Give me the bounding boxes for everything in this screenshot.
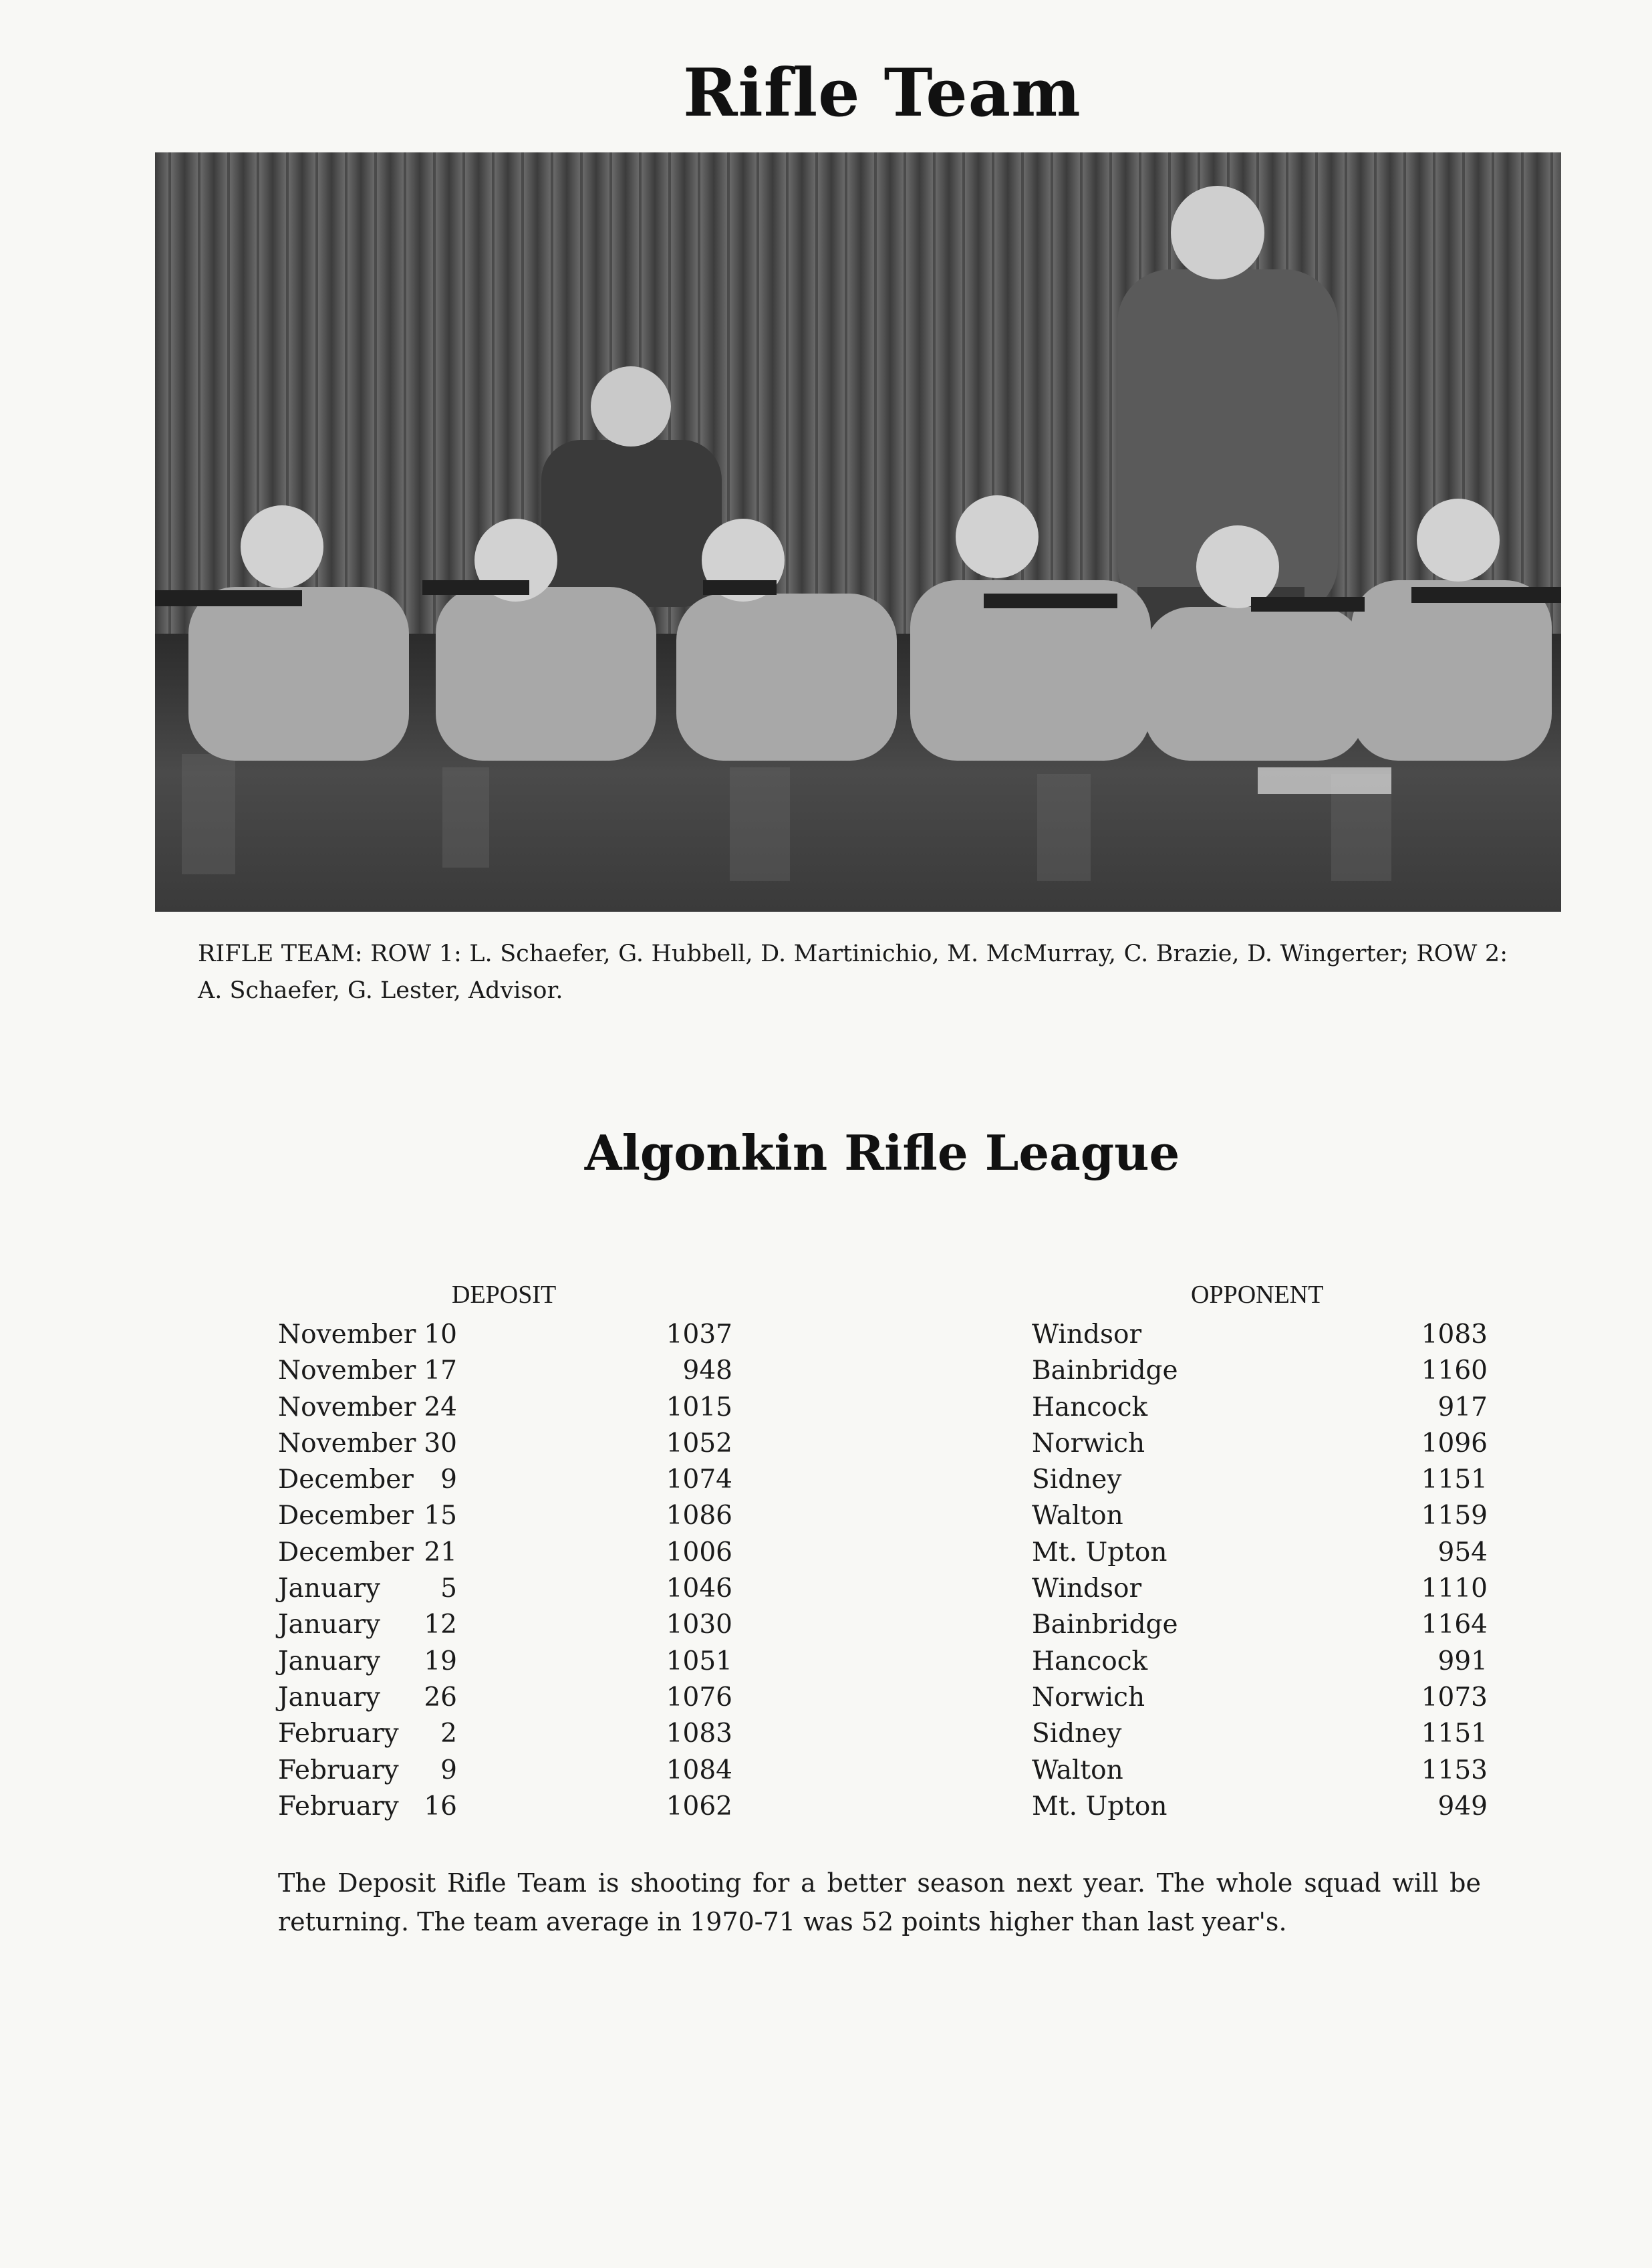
- match-day: 10: [424, 1319, 457, 1350]
- league-title: Algonkin Rifle League: [584, 1124, 1180, 1181]
- match-month: December: [278, 1465, 414, 1495]
- deposit-score: 1052: [666, 1428, 732, 1459]
- opponent-name: Windsor: [1032, 1573, 1142, 1604]
- opponent-name: Hancock: [1032, 1392, 1148, 1422]
- deposit-score: 1084: [666, 1755, 732, 1785]
- match-day: 24: [424, 1392, 457, 1422]
- opponent-name: Sidney: [1032, 1465, 1122, 1495]
- match-month: February: [278, 1755, 399, 1785]
- match-row: [278, 1753, 1488, 1789]
- page-title: Rifle Team: [683, 55, 1081, 132]
- opponent-name: Bainbridge: [1032, 1356, 1178, 1386]
- match-day: 12: [424, 1610, 457, 1640]
- match-day: 19: [424, 1646, 457, 1676]
- match-row: [278, 1462, 1488, 1498]
- match-day: 17: [424, 1356, 457, 1386]
- match-row: [278, 1353, 1488, 1389]
- match-row: [278, 1426, 1488, 1462]
- deposit-score: 1046: [666, 1573, 732, 1604]
- match-day: 21: [424, 1537, 457, 1567]
- opponent-score: 1151: [1421, 1465, 1488, 1495]
- match-row: [278, 1644, 1488, 1680]
- deposit-score: 1030: [666, 1610, 732, 1640]
- opponent-score: 1083: [1421, 1319, 1488, 1350]
- match-month: November: [278, 1392, 416, 1422]
- match-row: [278, 1498, 1488, 1534]
- opponent-name: Sidney: [1032, 1719, 1122, 1749]
- opponent-score: 1096: [1421, 1428, 1488, 1459]
- match-month: November: [278, 1356, 416, 1386]
- opponent-score: 991: [1437, 1646, 1488, 1676]
- match-day: 15: [424, 1501, 457, 1531]
- opponent-score: 1110: [1421, 1573, 1488, 1604]
- opponent-name: Mt. Upton: [1032, 1537, 1167, 1567]
- match-row: [278, 1390, 1488, 1426]
- deposit-score: 1015: [666, 1392, 732, 1422]
- match-month: December: [278, 1537, 414, 1567]
- opponent-score: 949: [1437, 1791, 1488, 1821]
- match-results-table: [278, 1317, 1488, 1825]
- deposit-score: 1076: [666, 1682, 732, 1713]
- team-photo: [155, 152, 1561, 912]
- opponent-name: Norwich: [1032, 1428, 1145, 1459]
- deposit-score: 1037: [666, 1319, 732, 1350]
- match-row: [278, 1317, 1488, 1353]
- match-row: [278, 1789, 1488, 1825]
- opponent-score: 917: [1437, 1392, 1488, 1422]
- deposit-score: 1083: [666, 1719, 732, 1749]
- match-month: November: [278, 1428, 416, 1459]
- match-row: [278, 1716, 1488, 1752]
- opponent-score: 1153: [1421, 1755, 1488, 1785]
- opponent-name: Norwich: [1032, 1682, 1145, 1713]
- match-row: [278, 1571, 1488, 1607]
- opponent-name: Hancock: [1032, 1646, 1148, 1676]
- match-month: January: [278, 1573, 381, 1604]
- opponent-name: Windsor: [1032, 1319, 1142, 1350]
- deposit-score: 1006: [666, 1537, 732, 1567]
- deposit-score: 1062: [666, 1791, 732, 1821]
- photo-caption: RIFLE TEAM: ROW 1: L. Schaefer, G. Hubbell, D. Martinichio, M. McMurray, C. Brazie, D. Wingerter; ROW 2: A. Schaefer, G. Lester, Advisor.: [198, 940, 1508, 1004]
- match-day: 5: [440, 1573, 457, 1604]
- match-day: 9: [440, 1755, 457, 1785]
- opponent-score: 1159: [1421, 1501, 1488, 1531]
- deposit-column-header: DEPOSIT: [452, 1281, 557, 1309]
- match-day: 16: [424, 1791, 457, 1821]
- match-day: 30: [424, 1428, 457, 1459]
- match-row: [278, 1607, 1488, 1643]
- deposit-score: 1074: [666, 1465, 732, 1495]
- match-day: 26: [424, 1682, 457, 1713]
- opponent-name: Mt. Upton: [1032, 1791, 1167, 1821]
- match-month: January: [278, 1610, 381, 1640]
- opponent-score: 954: [1437, 1537, 1488, 1567]
- opponent-name: Bainbridge: [1032, 1610, 1178, 1640]
- match-row: [278, 1680, 1488, 1716]
- opponent-name: Walton: [1032, 1755, 1123, 1785]
- deposit-score: 948: [682, 1356, 732, 1386]
- match-month: January: [278, 1682, 381, 1713]
- match-row: [278, 1535, 1488, 1571]
- match-month: November: [278, 1319, 416, 1350]
- season-summary: The Deposit Rifle Team is shooting for a better season next year. The whole squad will be returning. The team average in 1970-71 was 52 points higher than last year's.: [278, 1868, 1481, 1936]
- opponent-name: Walton: [1032, 1501, 1123, 1531]
- match-day: 2: [440, 1719, 457, 1749]
- opponent-score: 1151: [1421, 1719, 1488, 1749]
- match-month: February: [278, 1791, 399, 1821]
- deposit-score: 1051: [666, 1646, 732, 1676]
- match-month: February: [278, 1719, 399, 1749]
- opponent-column-header: OPPONENT: [1191, 1281, 1324, 1309]
- match-month: January: [278, 1646, 381, 1676]
- deposit-score: 1086: [666, 1501, 732, 1531]
- opponent-score: 1073: [1421, 1682, 1488, 1713]
- opponent-score: 1164: [1421, 1610, 1488, 1640]
- match-day: 9: [440, 1465, 457, 1495]
- match-month: December: [278, 1501, 414, 1531]
- opponent-score: 1160: [1421, 1356, 1488, 1386]
